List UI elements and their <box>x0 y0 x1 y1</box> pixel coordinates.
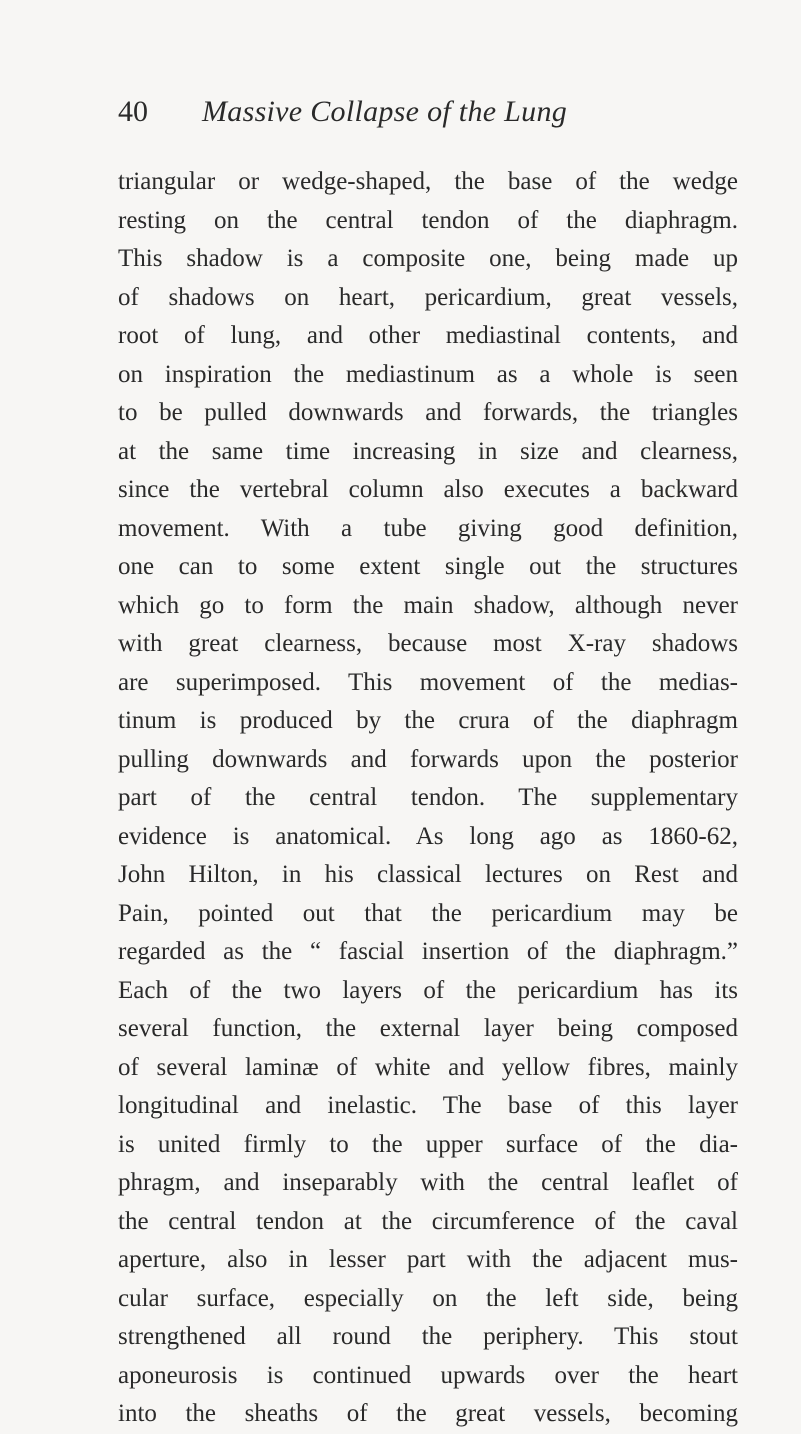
text-line: with great clearness, because most X-ray shadows <box>118 630 738 657</box>
text-line: regarded as the “ fascial insertion of the diaphragm.” <box>118 938 738 965</box>
text-line: root of lung, and other mediastinal contents, and <box>118 322 738 349</box>
text-line: is united firmly to the upper surface of the dia- <box>118 1130 738 1158</box>
text-line: Pain, pointed out that the pericardium may be <box>118 899 738 927</box>
text-line: aperture, also in lesser part with the adjacent mus- <box>118 1246 738 1273</box>
text-line: cular surface, especially on the left side, being <box>118 1284 738 1312</box>
running-head <box>118 92 738 132</box>
text-line: one can to some extent single out the structures <box>118 553 738 580</box>
text-line: resting on the central tendon of the diaphragm. <box>118 206 738 234</box>
text-line: since the vertebral column also executes a backward <box>118 476 738 503</box>
text-line: the central tendon at the circumference of the caval <box>118 1207 738 1235</box>
text-line: into the sheaths of the great vessels, becoming <box>118 1400 738 1427</box>
text-line: at the same time increasing in size and clearness, <box>118 437 738 465</box>
text-line: are superimposed. This movement of the medias- <box>118 668 738 696</box>
page-number: 40 <box>118 95 148 128</box>
text-line: John Hilton, in his classical lectures on Rest and <box>118 861 738 888</box>
running-title: Massive Collapse of the Lung <box>202 95 568 128</box>
body-text <box>118 163 738 1434</box>
text-line: to be pulled downwards and forwards, the triangles <box>118 399 738 426</box>
text-line: pulling downwards and forwards upon the posterior <box>118 745 738 773</box>
text-line: on inspiration the mediastinum as a whole is seen <box>118 360 738 388</box>
text-line: part of the central tendon. The supplementary <box>118 784 738 811</box>
text-line: longitudinal and inelastic. The base of this layer <box>118 1092 738 1119</box>
text-line: Each of the two layers of the pericardium has its <box>118 976 738 1004</box>
text-line: strengthened all round the periphery. This stout <box>118 1323 738 1350</box>
text-line: evidence is anatomical. As long ago as 1860-62, <box>118 822 738 850</box>
text-line: This shadow is a composite one, being made up <box>118 245 738 272</box>
text-line: movement. With a tube giving good definition, <box>118 514 738 542</box>
text-line: triangular or wedge-shaped, the base of the wedge <box>118 168 738 195</box>
text-line: phragm, and inseparably with the central leaflet of <box>118 1169 738 1196</box>
text-line: aponeurosis is continued upwards over the heart <box>118 1361 738 1389</box>
text-line: several function, the external layer being composed <box>118 1015 738 1042</box>
text-line: tinum is produced by the crura of the diaphragm <box>118 707 738 734</box>
text-line: of shadows on heart, pericardium, great vessels, <box>118 283 738 311</box>
text-line: which go to form the main shadow, although never <box>118 591 738 619</box>
text-line: of several laminæ of white and yellow fibres, mainly <box>118 1053 738 1081</box>
